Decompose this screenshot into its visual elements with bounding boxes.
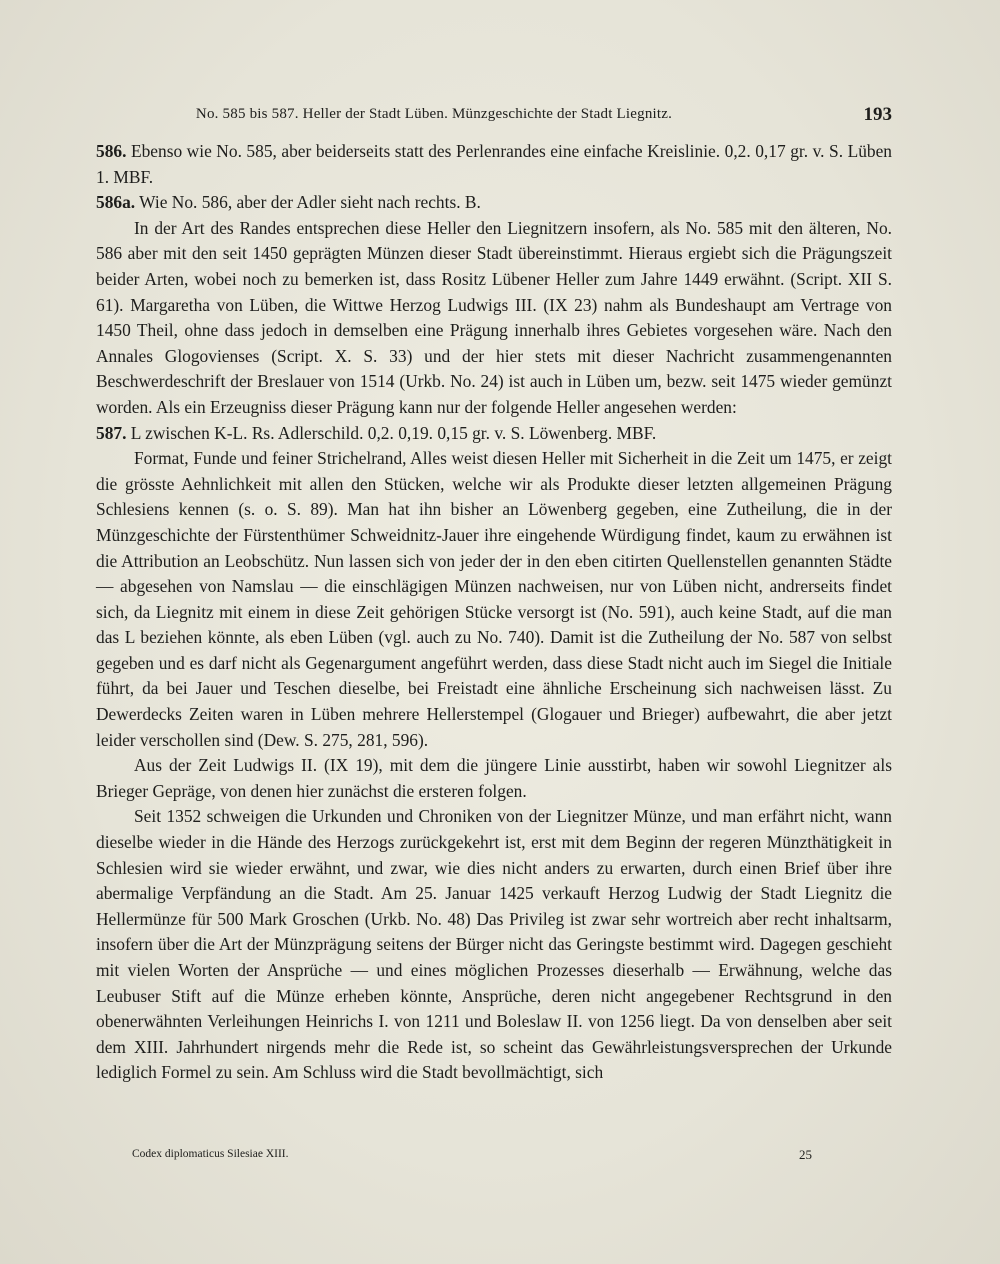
page-footer [132, 1148, 812, 1170]
entry-number: 587. [96, 422, 127, 443]
footer-signature: Codex diplomaticus Silesiae XIII. [132, 1148, 289, 1160]
body-text [96, 139, 892, 1086]
entry-587 [96, 421, 892, 447]
entry-text: Ebenso wie No. 585, aber beiderseits statt des Perlenrandes eine einfache Kreislinie. 0,2. 0,17 gr. v. S. Lüben 1. MBF. [96, 141, 892, 187]
running-header-title: No. 585 bis 587. Heller der Stadt Lüben. Münzgeschichte der Stadt Liegnitz. [195, 106, 673, 122]
entry-586a [96, 190, 892, 216]
entry-586 [96, 139, 892, 190]
entry-number: 586. [96, 141, 127, 161]
paragraph: Seit 1352 schweigen die Urkunden und Chroniken von der Liegnitzer Münze, und man erfährt nicht, wann dieselbe wieder in die Hände des Herzogs zurückgekehrt ist, erst mit dem Beginn der regeren Münzthätigkeit in Schlesien wird sie wieder erwähnt, und zwar, wie dies nicht anders zu erwarten, durch einen Brief über ihre abermalige Verpfändung an die Stadt. Am 25. Januar 1425 verkauft Herzog Ludwig der Stadt Liegnitz die Hellermünze für 500 Mark Groschen (Urkb. No. 48) Das Privileg ist zwar sehr wortreich aber recht inhaltsarm, insofern über die Art der Münzprägung seitens der Bürger nicht das Geringste bestimmt wird. Dagegen geschieht mit vielen Worten der Ansprüche — und eines möglichen Prozesses dieserhalb — Erwähnung, welche das Leubuser Stift auf die Münze erheben könnte, Ansprüche, deren nicht angegebener Rechtsgrund in den obenerwähnten Verleihungen Heinrichs I. von 1211 und Boleslaw II. von 1256 liegt. Da von denselben aber seit dem XIII. Jahrhundert nirgends mehr die Rede ist, so scheint das Gewährleistungsversprechen der Urkunde lediglich Formel zu sein. Am Schluss wird die Stadt bevollmächtigt, sich [96, 806, 892, 1083]
page-number: 193 [863, 104, 892, 125]
paragraph: In der Art des Randes entsprechen diese Heller den Liegnitzern insofern, als No. 585 mit den älteren, No. 586 aber mit den seit 1450 geprägten Münzen dieser Stadt übereinstimmt. Hieraus ergiebt sich die Prägungszeit beider Arten, wobei noch zu bemerken ist, dass Rositz Lübener Heller zum Jahre 1449 erwähnt. (Script. XII S. 61). Margaretha von Lüben, die Wittwe Herzog Ludwigs III. (IX 23) nahm als Bundeshaupt am Vertrage von 1450 Theil, ohne dass jedoch in demselben eine Prägung innerhalb ihres Gebietes vorgesehen wäre. Nach den Annales Glogovienses (Script. X. S. 33) und der hier stets mit dieser Nachricht zusammengenannten Beschwerdeschrift der Breslauer von 1514 (Urkb. No. 24) ist auch in Lüben um, bezw. seit 1475 wieder gemünzt worden. Als ein Erzeugniss dieser Prägung kann nur der folgende Heller angesehen werden: [96, 217, 892, 417]
entry-number: 586a. [96, 192, 136, 213]
entry-text: Wie No. 586, aber der Adler sieht nach rechts. B. [135, 192, 481, 213]
running-header [96, 104, 892, 134]
entry-text: L zwischen K-L. Rs. Adlerschild. 0,2. 0,19. 0,15 gr. v. S. Löwenberg. MBF. [126, 422, 657, 443]
paragraph: Format, Funde und feiner Strichelrand, Alles weist diesen Heller mit Sicherheit in die Zeit um 1475, er zeigt die grösste Aehnlichkeit mit allen den Stücken, welche wir als Produkte dieser letzten allgemeinen Prägung Schlesiens kennen (s. o. S. 89). Man hat ihn bisher an Löwenberg gegeben, eine Zutheilung, die in der Münzgeschichte der Fürstenthümer Schweidnitz-Jauer ihre eingehende Würdigung findet, kaum zu erwähnen ist die Attribution an Leobschütz. Nun lassen sich von jeder der in den eben citirten Quellenstellen genannten Städte — abgesehen von Namslau — die einschlägigen Münzen nachweisen, nur von Lüben nicht, andrerseits findet sich, da Liegnitz mit einem in diese Zeit gehörigen Stücke versorgt ist (No. 591), auch keine Stadt, auf die man das L beziehen könnte, als eben Lüben (vgl. auch zu No. 740). Damit ist die Zutheilung der No. 587 von selbst gegeben und es darf nicht als Gegenargument angeführt werden, dass diese Stadt nicht auch im Siegel die Initiale führt, da bei Jauer und Teschen dieselbe, bei Freistadt eine ähnliche Erscheinung sich nachweisen lässt. Zu Dewerdecks Zeiten waren in Lüben mehrere Hellerstempel (Glogauer und Brieger) aufbewahrt, die aber jetzt leider verschollen sind (Dew. S. 275, 281, 596). [96, 448, 892, 750]
paragraph: Aus der Zeit Ludwigs II. (IX 19), mit dem die jüngere Linie ausstirbt, haben wir sowohl Liegnitzer als Brieger Gepräge, von denen hier zunächst die ersteren folgen. [96, 755, 892, 801]
footer-sheet-number: 25 [799, 1147, 812, 1162]
